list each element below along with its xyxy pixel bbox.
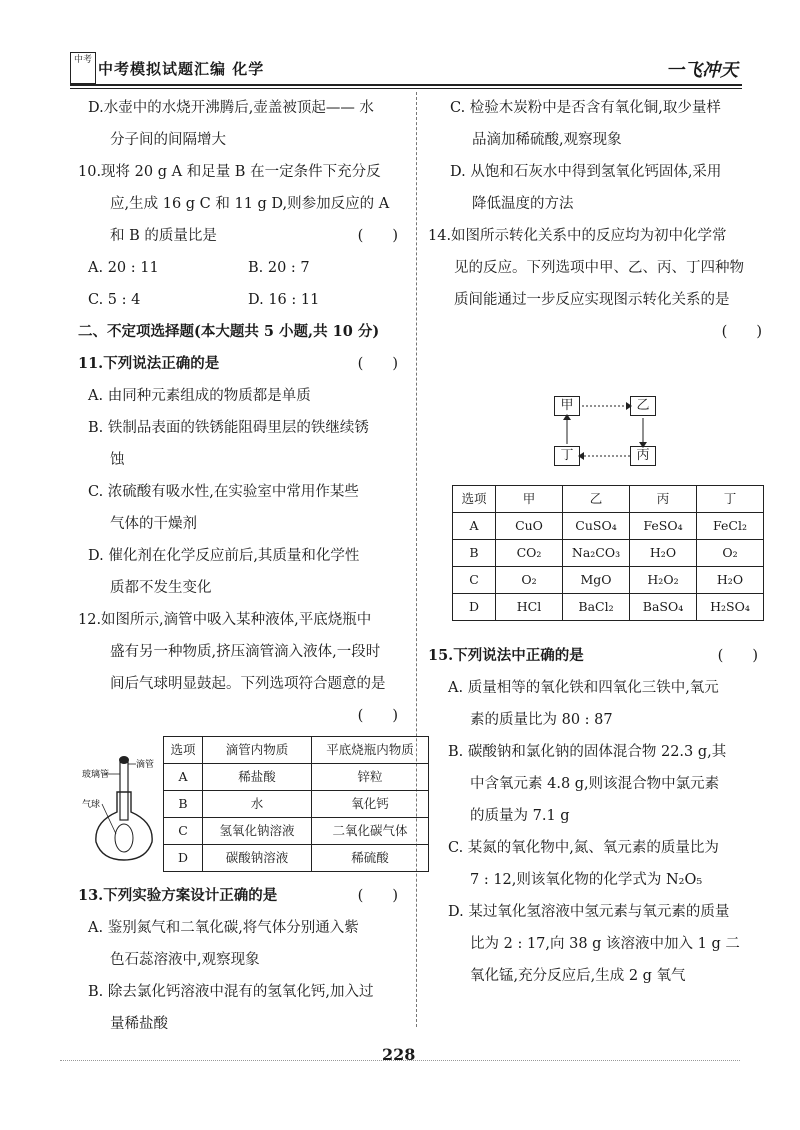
table-header-row [453,486,764,513]
table-row [164,818,429,845]
left-column [78,92,408,732]
flat-bottom-flask [96,792,152,860]
table-cell: B [164,791,203,818]
q15-option-c-cont: 7 : 12,则该氧化物的化学式为 N₂O₅ [470,872,703,888]
table-cell: H₂O₂ [630,567,697,594]
header-logo: 中考 [70,52,96,84]
header-rule [70,84,742,86]
q13-option-b: B. 除去氯化钙溶液中混有的氢氧化钙,加入过 [88,984,374,1000]
table-cell: 水 [203,791,312,818]
table-header-cell: 平底烧瓶内物质 [312,737,429,764]
q10-stem-2: 应,生成 16 g C 和 11 g D,则参加反应的 A [110,196,390,212]
q10-answer-paren: ( ) [357,228,398,244]
dropper-bulb [119,756,129,764]
q11-option-d-cont: 质都不发生变化 [110,580,212,596]
q10-stem-3 [78,220,408,252]
table-cell: H₂SO₄ [697,594,764,621]
right-column-lower [428,640,768,992]
table-row [453,594,764,621]
q13-option-a: A. 鉴别氮气和二氧化碳,将气体分别通入紫 [88,920,359,936]
table-cell: HCl [496,594,563,621]
q14-answer-paren: ( ) [721,324,762,340]
q10-options-row-1 [78,252,408,284]
q11-stem-text: 11.下列说法正确的是 [78,355,220,372]
diagram-arrows [550,392,680,472]
q14-options-table [452,485,764,621]
q11-option-b: B. 铁制品表面的铁锈能阻碍里层的铁继续锈 [88,420,369,436]
header-rule-thin [70,88,742,89]
table-cell: 碳酸钠溶液 [203,845,312,872]
glass-tube-label: 玻璃管 [82,770,110,780]
q10-option-b: B. 20 : 7 [248,260,310,276]
q13-stem [78,880,408,912]
q15-stem-text: 15.下列说法中正确的是 [428,647,584,664]
table-cell: CuSO₄ [563,513,630,540]
table-cell: Na₂CO₃ [563,540,630,567]
table-cell: O₂ [697,540,764,567]
q12-answer-paren: ( ) [357,708,398,724]
q10-option-d: D. 16 : 11 [248,292,320,308]
q15-option-b: B. 碳酸钠和氯化钠的固体混合物 22.3 g,其 [448,744,727,760]
column-divider [416,92,417,1027]
q12-stem-1: 12.如图所示,滴管中吸入某种液体,平底烧瓶中 [78,612,372,628]
table-cell: 二氧化碳气体 [312,818,429,845]
q12-stem-3: 间后气球明显鼓起。下列选项符合题意的是 [110,676,386,692]
q11-option-c: C. 浓硫酸有吸水性,在实验室中常用作某些 [88,484,359,500]
q13-option-d-cont: 降低温度的方法 [472,196,574,212]
node-jia: 甲 [554,396,580,416]
table-cell: A [453,513,496,540]
table-cell: BaSO₄ [630,594,697,621]
dropper-label: 滴管 [136,760,155,770]
q9-option-d-cont: 分子间的间隔增大 [110,132,226,148]
table-cell: FeCl₂ [697,513,764,540]
table-row [164,791,429,818]
table-cell: 稀盐酸 [203,764,312,791]
header-brand: 一飞冲天 [666,60,738,81]
table-cell: D [453,594,496,621]
right-column [428,92,768,348]
q15-option-c: C. 某氮的氧化物中,氮、氧元素的质量比为 [448,840,719,856]
q11-option-d: D. 催化剂在化学反应前后,其质量和化学性 [88,548,360,564]
q12-options-table [163,736,429,872]
q13-option-a-cont: 色石蕊溶液中,观察现象 [110,952,260,968]
table-header-cell: 选项 [453,486,496,513]
q12-stem-2: 盛有另一种物质,挤压滴管滴入液体,一段时 [110,644,381,660]
q13-option-c: C. 检验木炭粉中是否含有氧化铜,取少量样 [450,100,721,116]
table-cell: 氢氧化钠溶液 [203,818,312,845]
q11-answer-paren: ( ) [357,356,398,372]
table-cell: H₂O [630,540,697,567]
q13-answer-paren: ( ) [357,888,398,904]
balloon-icon [115,824,133,852]
q14-stem-2: 见的反应。下列选项中甲、乙、丙、丁四种物 [454,260,744,276]
table-cell: H₂O [697,567,764,594]
q13-stem-text: 13.下列实验方案设计正确的是 [78,887,278,904]
table-cell: MgO [563,567,630,594]
table-cell: FeSO₄ [630,513,697,540]
q15-option-d: D. 某过氧化氢溶液中氢元素与氧元素的质量 [448,904,730,920]
page-number: 228 [382,1045,416,1064]
table-header-cell: 乙 [563,486,630,513]
table-cell: BaCl₂ [563,594,630,621]
q15-option-b-cont-1: 中含氧元素 4.8 g,则该混合物中氯元素 [470,776,720,792]
table-cell: B [453,540,496,567]
table-row [453,567,764,594]
q15-stem [428,640,768,672]
q12-apparatus-diagram [82,752,162,862]
dropper-tube [120,760,128,820]
balloon-label: 气球 [82,800,101,810]
q13-option-b-cont: 量稀盐酸 [110,1016,168,1032]
q15-option-b-cont-2: 的质量为 7.1 g [470,808,570,824]
left-column-lower [78,880,408,1040]
table-cell: D [164,845,203,872]
table-header-cell: 丁 [697,486,764,513]
table-row [164,764,429,791]
node-bing: 丙 [630,446,656,466]
section-2-heading: 二、不定项选择题(本大题共 5 小题,共 10 分) [78,323,380,340]
q9-option-d: D.水壶中的水烧开沸腾后,壶盖被顶起—— 水 [88,100,374,116]
table-cell: CuO [496,513,563,540]
q11-stem [78,348,408,380]
table-header-row [164,737,429,764]
table-header-cell: 滴管内物质 [203,737,312,764]
table-cell: A [164,764,203,791]
table-cell: CO₂ [496,540,563,567]
q15-option-a-cont: 素的质量比为 80 : 87 [470,712,613,728]
table-cell: 稀硫酸 [312,845,429,872]
q15-option-d-cont-2: 氧化锰,充分反应后,生成 2 g 氧气 [470,968,686,984]
q11-option-a: A. 由同种元素组成的物质都是单质 [88,388,311,404]
table-cell: 锌粒 [312,764,429,791]
q14-stem-3: 质间能通过一步反应实现图示转化关系的是 [454,292,730,308]
table-cell: C [453,567,496,594]
q10-option-a: A. 20 : 11 [88,260,159,276]
q10-stem-1: 10.现将 20 g A 和足量 B 在一定条件下充分反 [78,164,381,180]
node-yi: 乙 [630,396,656,416]
q13-option-c-cont: 品滴加稀硫酸,观察现象 [472,132,622,148]
node-ding: 丁 [554,446,580,466]
table-header-cell: 选项 [164,737,203,764]
q14-conversion-diagram [550,392,680,467]
table-row [453,540,764,567]
table-cell: 氧化钙 [312,791,429,818]
q15-option-a: A. 质量相等的氧化铁和四氧化三铁中,氧元 [448,680,719,696]
q10-option-c: C. 5 : 4 [88,292,141,308]
header-title: 中考模拟试题汇编 化学 [98,60,265,78]
q11-option-c-cont: 气体的干燥剂 [110,516,197,532]
q14-stem-1: 14.如图所示转化关系中的反应均为初中化学常 [428,228,727,244]
q15-answer-paren: ( ) [717,648,758,664]
q15-option-d-cont-1: 比为 2 : 17,向 38 g 该溶液中加入 1 g 二 [470,936,740,952]
q11-option-b-cont: 蚀 [110,452,125,468]
q10-options-row-2 [78,284,408,316]
table-header-cell: 丙 [630,486,697,513]
q13-option-d: D. 从饱和石灰水中得到氢氧化钙固体,采用 [450,164,722,180]
q10-stem-text: 和 B 的质量比是 [110,228,217,244]
table-row [453,513,764,540]
table-cell: C [164,818,203,845]
table-cell: O₂ [496,567,563,594]
table-header-cell: 甲 [496,486,563,513]
table-row [164,845,429,872]
